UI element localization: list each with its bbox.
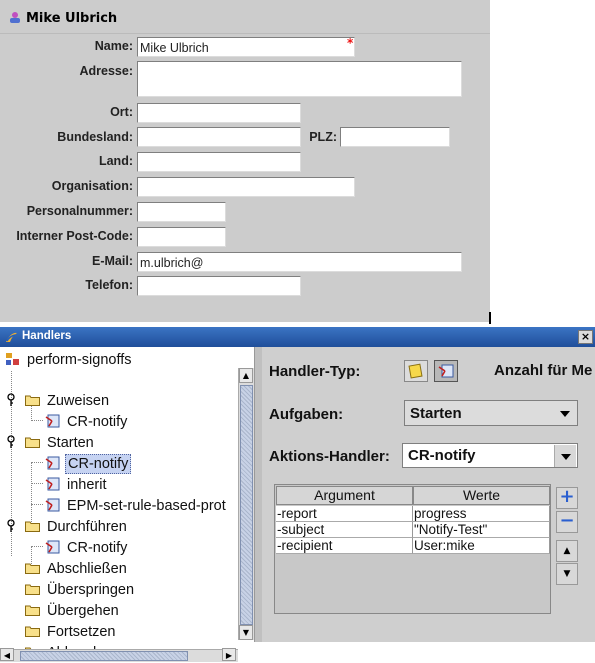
expand-key-icon[interactable] [6, 393, 16, 407]
add-argument-button[interactable]: + [556, 487, 578, 509]
scroll-down-icon[interactable]: ▼ [239, 625, 253, 640]
column-header-werte[interactable]: Werte [413, 486, 550, 505]
table-cell[interactable]: progress [413, 506, 550, 522]
tree-root-label: perform-signoffs [27, 352, 132, 368]
aufgaben-select[interactable] [404, 400, 578, 426]
handler-icon [435, 361, 457, 381]
handler-detail-panel [262, 347, 595, 642]
plz-field[interactable] [340, 127, 450, 147]
move-down-button[interactable]: ▼ [556, 563, 578, 585]
handler-tree[interactable] [0, 347, 255, 660]
handler-icon [45, 540, 60, 554]
person-panel [0, 0, 490, 322]
table-cell[interactable]: -report [276, 506, 413, 522]
required-star: * [347, 36, 354, 50]
action-handler-type-button[interactable] [434, 360, 458, 382]
handlers-title-bar[interactable] [0, 327, 595, 347]
bundesland-field[interactable] [137, 127, 301, 147]
expand-key-icon[interactable] [6, 519, 16, 533]
table-cell[interactable]: -recipient [276, 538, 413, 554]
name-label: Name: [94, 39, 133, 53]
handler-type-label: Handler-Typ: [269, 363, 361, 380]
table-cell[interactable]: -subject [276, 522, 413, 538]
tree-item-fortsetzen[interactable]: Fortsetzen [25, 622, 118, 642]
plz-label: PLZ: [309, 130, 337, 144]
tree-hscroll-thumb[interactable] [20, 651, 188, 661]
tree-item-uebergehen[interactable]: Übergehen [25, 601, 121, 621]
aktions-handler-select-value: CR-notify [408, 447, 476, 464]
telefon-label: Telefon: [85, 278, 133, 292]
handler-icon [45, 477, 60, 491]
aktions-handler-select[interactable] [402, 443, 578, 468]
scroll-right-icon[interactable]: ▶ [222, 648, 236, 661]
workflow-icon [5, 352, 20, 366]
folder-icon [25, 583, 40, 595]
tree-item-starten[interactable]: Starten [25, 433, 96, 453]
text-cursor [489, 312, 491, 324]
handler-icon [45, 498, 60, 512]
organisation-field[interactable] [137, 177, 355, 197]
tree-item-zuweisen[interactable]: Zuweisen [25, 391, 111, 411]
organisation-label: Organisation: [51, 179, 133, 193]
note-icon [405, 361, 427, 381]
aufgaben-label: Aufgaben: [269, 406, 344, 423]
folder-icon [25, 520, 40, 532]
post-code-field[interactable] [137, 227, 226, 247]
name-field[interactable]: Mike Ulbrich [137, 37, 355, 57]
bundesland-label: Bundesland: [57, 130, 133, 144]
handlers-title: Handlers [22, 330, 72, 342]
tree-item-cr-notify-1[interactable]: CR-notify [45, 412, 129, 432]
tree-item-durchfuehren[interactable]: Durchführen [25, 517, 129, 537]
tree-scroll-thumb[interactable] [240, 385, 253, 625]
telefon-field[interactable] [137, 276, 301, 296]
post-code-label: Interner Post-Code: [16, 229, 133, 243]
folder-icon [25, 394, 40, 406]
folder-icon [25, 604, 40, 616]
argument-table [274, 484, 551, 614]
person-title-bar [0, 0, 490, 34]
tree-vertical-scrollbar[interactable] [238, 368, 254, 640]
personalnummer-field[interactable] [137, 202, 226, 222]
folder-icon [25, 625, 40, 637]
land-label: Land: [98, 154, 133, 168]
tree-item-ueberspringen[interactable]: Überspringen [25, 580, 136, 600]
handler-icon [45, 456, 60, 470]
tree-horizontal-scrollbar[interactable] [0, 649, 238, 662]
close-button[interactable]: × [578, 330, 593, 344]
handlers-window [0, 327, 595, 660]
user-icon [9, 11, 21, 23]
scroll-up-icon[interactable]: ▲ [239, 368, 253, 383]
folder-icon [25, 436, 40, 448]
tree-item-cr-notify-3[interactable]: CR-notify [45, 538, 129, 558]
tree-item-cr-notify-selected[interactable]: CR-notify [45, 454, 131, 474]
ort-field[interactable] [137, 103, 301, 123]
ort-label: Ort: [110, 105, 133, 119]
land-field[interactable] [137, 152, 301, 172]
person-title: Mike Ulbrich [26, 11, 118, 26]
rule-handler-type-button[interactable] [404, 360, 428, 382]
tree-item-abschliessen[interactable]: Abschließen [25, 559, 129, 579]
handler-icon [45, 414, 60, 428]
remove-argument-button[interactable]: − [556, 511, 578, 533]
anzahl-label: Anzahl für Me [494, 362, 593, 379]
aufgaben-select-value: Starten [410, 405, 462, 422]
folder-icon [25, 562, 40, 574]
chevron-down-icon[interactable] [554, 445, 576, 467]
aktions-handler-label: Aktions-Handler: [269, 448, 390, 465]
chevron-down-icon[interactable] [554, 402, 576, 424]
expand-key-icon[interactable] [6, 435, 16, 449]
java-icon [4, 330, 19, 344]
table-cell[interactable]: User:mike [413, 538, 550, 554]
move-up-button[interactable]: ▲ [556, 540, 578, 562]
email-label: E-Mail: [92, 254, 133, 268]
column-header-argument[interactable]: Argument [276, 486, 413, 505]
tree-item-inherit[interactable]: inherit [45, 475, 109, 495]
adresse-field[interactable] [137, 61, 462, 97]
table-cell[interactable]: "Notify-Test" [413, 522, 550, 538]
personalnummer-label: Personalnummer: [26, 204, 133, 218]
adresse-label: Adresse: [79, 64, 133, 78]
tree-root[interactable] [5, 350, 134, 370]
tree-item-epm-set-rule[interactable]: EPM-set-rule-based-prot [45, 496, 228, 516]
email-field[interactable]: m.ulbrich@ [137, 252, 462, 272]
scroll-left-icon[interactable]: ◀ [0, 648, 14, 661]
